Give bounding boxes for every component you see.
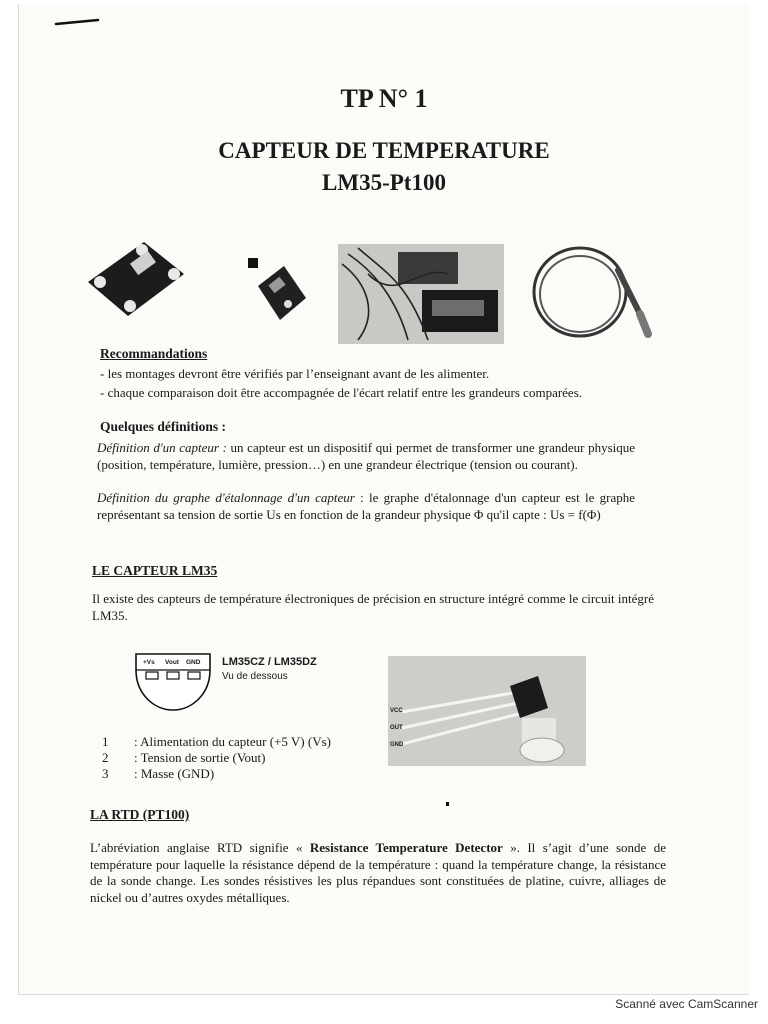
rtd-description: [90, 840, 666, 906]
pin-label-vout: Vout: [165, 659, 179, 666]
page-subtitle-model: LM35-Pt100: [322, 170, 446, 195]
list-item: - chaque comparaison doit être accompagnée de l'écart relatif entre les grandeurs comparées.: [100, 385, 583, 400]
pen-mark-icon: [54, 18, 100, 26]
photo-label-gnd: GND: [390, 742, 404, 748]
pin-number: 2: [102, 750, 109, 765]
rtd-text: L’abréviation anglaise RTD signifie «: [90, 840, 310, 855]
scanner-watermark: Scanné avec CamScanner: [615, 997, 758, 1011]
pin-label-gnd: GND: [186, 659, 201, 666]
page-title: TP N° 1: [340, 84, 428, 113]
rtd-text: ». Il s’agit d’une sonde de température pour laquelle la résistance dépend de la température : quand la température change, la résistance de la sonde change. Les sondes résistives les plus répandues sont constituées de platine, cuivre, alliages de nickel ou d’autres oxydes métalliques.: [90, 840, 666, 905]
package-view-label: Vu de dessous: [222, 671, 288, 682]
lm35-intro: Il existe des capteurs de température électroniques de précision en structure intégré comme le circuit intégré LM35.: [92, 591, 655, 623]
ink-dot: [446, 802, 449, 806]
pin-description: : Masse (GND): [134, 766, 215, 781]
pin-number: 3: [102, 766, 109, 781]
photo-label-vcc: VCC: [390, 708, 403, 714]
section-heading-recommandations: Recommandations: [100, 346, 208, 361]
pin-item: [102, 750, 266, 766]
pin-description: : Alimentation du capteur (+5 V) (Vs): [134, 734, 331, 749]
small-sensor-board-photo: [244, 254, 310, 326]
definition-term: Définition d'un capteur :: [97, 440, 227, 455]
sensor-module-photo: [80, 238, 192, 320]
definition-capteur: [97, 440, 635, 473]
package-title: LM35CZ / LM35DZ: [222, 656, 317, 668]
definition-text: un capteur est un dispositif qui permet de transformer une grandeur physique (position, température, lumière, pression…) en une grandeur électrique (tension ou courant).: [97, 440, 636, 472]
breadboard-setup-photo: [338, 244, 504, 344]
definition-text: : le graphe d'étalonnage d'un capteur est le graphe représentant sa tension de sortie Us en fonction de la grandeur physique Φ qu'il capte : Us = f(Φ): [97, 490, 635, 522]
pin-label-vs: +Vs: [143, 659, 155, 666]
photo-label-out: OUT: [390, 725, 403, 731]
definition-graphe: [97, 490, 635, 523]
section-heading-definitions: Quelques définitions :: [100, 419, 227, 434]
definition-term: Définition du graphe d'étalonnage d'un capteur: [97, 490, 355, 505]
pin-item: [102, 734, 331, 750]
rtd-expansion: Resistance Temperature Detector: [309, 840, 503, 855]
pin-description: : Tension de sortie (Vout): [134, 750, 266, 765]
pin-number: 1: [102, 734, 109, 749]
lm35-component-photo: [388, 656, 586, 766]
list-item: - les montages devront être vérifiés par l’enseignant avant de les alimenter.: [100, 366, 490, 381]
page-subtitle: CAPTEUR DE TEMPERATURE: [218, 138, 550, 163]
section-heading-rtd: LA RTD (PT100): [90, 807, 190, 822]
section-heading-lm35: LE CAPTEUR LM35: [92, 563, 218, 578]
pt100-probe-photo: [528, 240, 658, 344]
pin-item: [102, 766, 214, 782]
